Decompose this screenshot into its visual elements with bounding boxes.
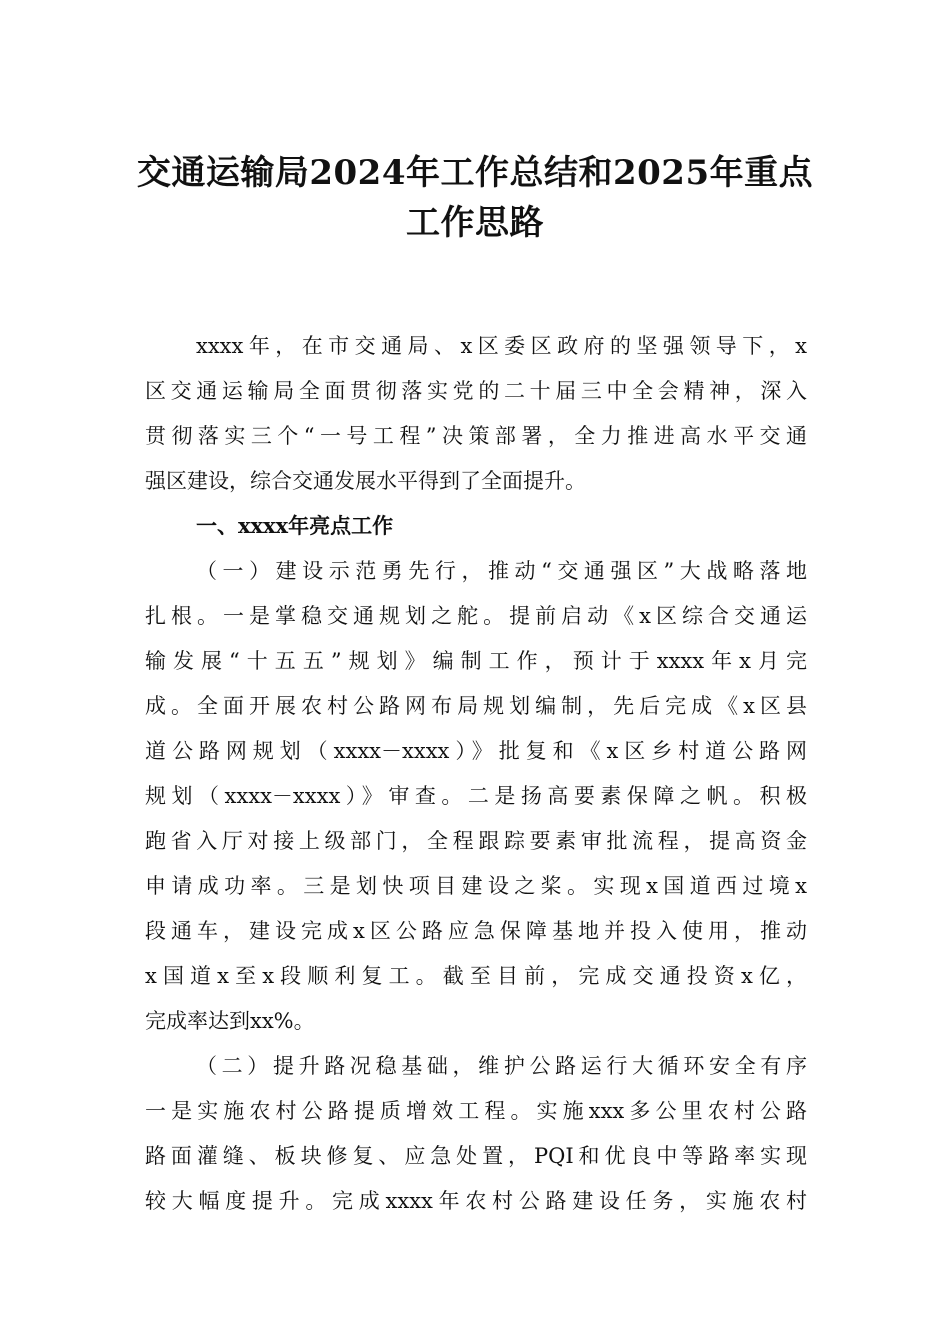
document-title-continued: 工作思路 — [406, 203, 544, 243]
body-line: 申请成功率。三是划快项目建设之桨。实现x国道西过境x — [145, 874, 807, 898]
body-line: x国道x至x段顺利复工。截至目前，完成交通投资x亿， — [145, 964, 807, 988]
body-line: 输发展“十五五”规划》编制工作，预计于xxxx年x月完 — [145, 649, 807, 673]
body-line: 段通车，建设完成x区公路应急保障基地并投入使用，推动 — [145, 919, 807, 943]
body-line: 较大幅度提升。完成xxxx年农村公路建设任务，实施农村 — [145, 1189, 807, 1213]
body-line: 路面灌缝、板块修复、应急处置，PQI和优良中等路率实现 — [145, 1144, 807, 1168]
body-line: 成。全面开展农村公路网布局规划编制，先后完成《x区县 — [145, 694, 807, 718]
intro-line: 贯彻落实三个“一号工程”决策部署，全力推进高水平交通 — [145, 424, 807, 448]
intro-line: 强区建设，综合交通发展水平得到了全面提升。 — [145, 469, 586, 493]
body-line: （一）建设示范勇先行，推动“交通强区”大战略落地 — [196, 559, 807, 583]
section-heading: 一、xxxx年亮点工作 — [196, 513, 394, 538]
body-line: 规划（xxxx－xxxx）》审查。二是扬高要素保障之帆。积极 — [145, 784, 807, 808]
body-line: （二）提升路况稳基础，维护公路运行大循环安全有序 — [196, 1054, 807, 1078]
intro-line: 区交通运输局全面贯彻落实党的二十届三中全会精神，深入 — [145, 379, 807, 403]
body-line: 完成率达到xx%。 — [145, 1009, 315, 1033]
body-line: 一是实施农村公路提质增效工程。实施xxx多公里农村公路 — [145, 1099, 807, 1123]
body-line: 扎根。一是掌稳交通规划之舵。提前启动《x区综合交通运 — [145, 604, 807, 628]
body-line: 道公路网规划（xxxx－xxxx）》批复和《x区乡村道公路网 — [145, 739, 807, 763]
intro-line: xxxx年，在市交通局、x区委区政府的坚强领导下，x — [196, 334, 807, 358]
body-line: 跑省入厅对接上级部门，全程跟踪要素审批流程，提高资金 — [145, 829, 807, 853]
document-title: 交通运输局2024年工作总结和2025年重点 — [136, 153, 814, 193]
